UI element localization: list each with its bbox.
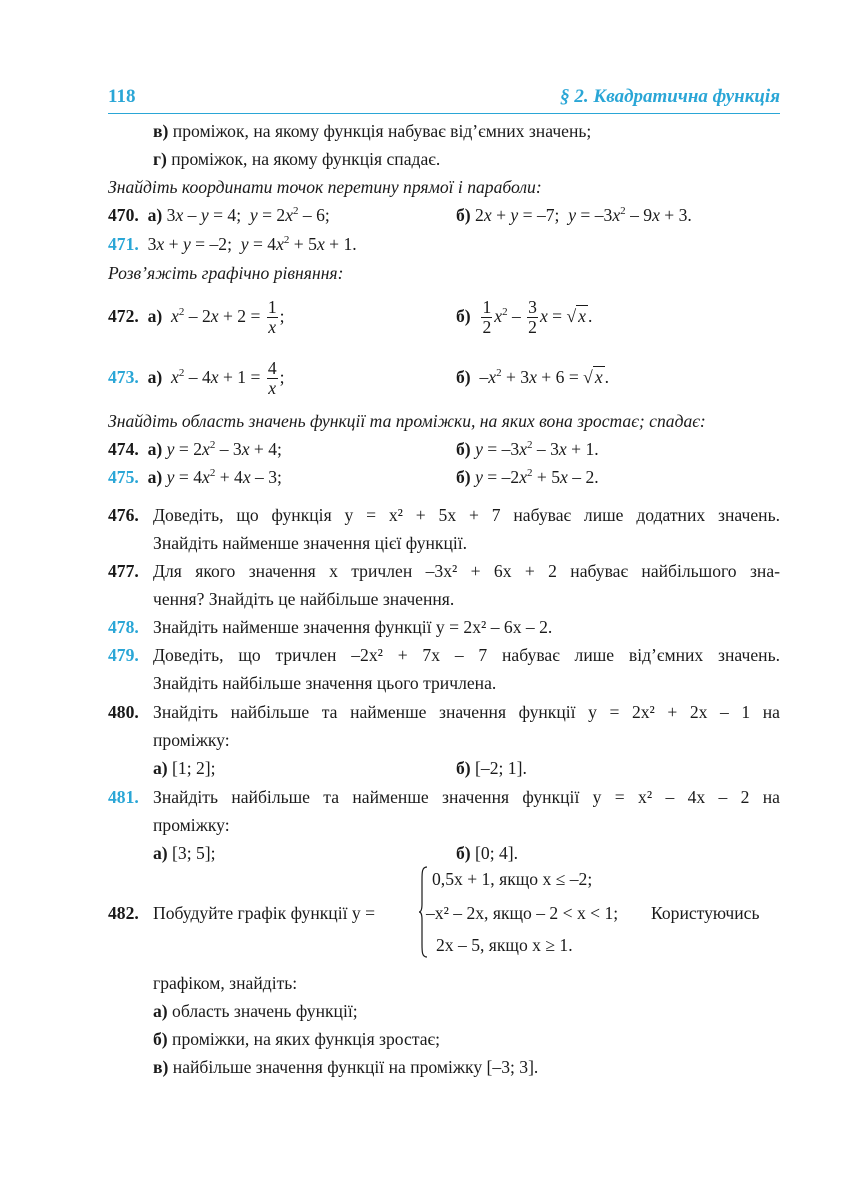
chapter-title: § 2. Квадратична функція [560, 86, 780, 107]
problem-478-line1: Знайдіть найменше значення функції y = 2x² – 6x – 2. [153, 617, 553, 637]
problem-470-b: б) 2x + y = –7; $y = -3x^2 - 9x + 3$. [456, 205, 692, 225]
problem-480-number: 480. [108, 702, 139, 722]
problem-476-number: 476. [108, 505, 139, 525]
item-g: г) проміжок, на якому функція спадає. [153, 149, 441, 169]
section-intro-graphical: Розв’яжіть графічно рівняння: [108, 263, 344, 283]
problem-479-number: 479. [108, 645, 139, 665]
piecewise-case-3: 2x – 5, якщо x ≥ 1. [436, 935, 573, 955]
problem-478-number: 478. [108, 617, 139, 637]
problem-481-line2: проміжку: [153, 815, 230, 835]
piecewise-case-2: –x² – 2x, якщо – 2 < x < 1; [426, 903, 619, 923]
problem-474-b: б) $y = -3x^2 - 3x + 1$. [456, 439, 599, 459]
problem-473: 473. а) $x^2 - 4x + 1$ = $\frac{4}{x}$ ; [108, 358, 285, 399]
piecewise-case-1: 0,5x + 1, якщо x ≤ –2; [432, 869, 593, 889]
problem-482-tail: Користуючись [651, 903, 760, 923]
problem-472-b: б) $\frac{1}{2}$ $x^2$ – $\frac{3}{2}$ x = √ x . [456, 297, 593, 338]
section-intro-intersection: Знайдіть координати точок перетину прямої і параболи: [108, 177, 542, 197]
problem-479-line1: Доведіть, що тричлен –2x² + 7x – 7 набуває лише від’ємних значень. [153, 645, 780, 665]
problem-477-number: 477. [108, 561, 139, 581]
problem-480-b: б) [–2; 1]. [456, 758, 527, 778]
problem-481-b: б) [0; 4]. [456, 843, 519, 863]
problem-482-a: а) область значень функції; [153, 1001, 358, 1021]
problem-480-a: а) [1; 2]; [153, 758, 216, 778]
problem-481-number: 481. [108, 787, 139, 807]
problem-480-line2: проміжку: [153, 730, 230, 750]
problem-472: 472. а) $x^2 - 2x + 2$ = $\frac{1}{x}$ ; [108, 297, 285, 338]
section-intro-range: Знайдіть область значень функції та проміжки, на яких вона зростає; спадає: [108, 411, 706, 431]
problem-477-line2: чення? Знайдіть це найбільше значення. [153, 589, 455, 609]
problem-476-line1: Доведіть, що функція y = x² + 5x + 7 набуває лише додатних значень. [153, 505, 780, 525]
problem-475: 475. а) $y = 4x^2 + 4x - 3$; [108, 467, 282, 487]
problem-482-lead: Побудуйте графік функції y = [153, 903, 376, 923]
problem-471: 471. 3x + y = –2; $y = 4x^2 + 5x + 1$. [108, 234, 357, 254]
problem-480-line1: Знайдіть найбільше та найменше значення функції y = 2x² + 2x – 1 на [153, 702, 780, 722]
problem-481-a: а) [3; 5]; [153, 843, 216, 863]
problem-476-line2: Знайдіть найменше значення цієї функції. [153, 533, 468, 553]
problem-470: 470. а) 3x – y = 4; $y = 2x^2 - 6$; [108, 205, 330, 225]
page-header [108, 86, 780, 114]
problem-482-b: б) проміжки, на яких функція зростає; [153, 1029, 440, 1049]
item-v: в) проміжок, на якому функція набуває від’ємних значень; [153, 121, 592, 141]
problem-482-v: в) найбільше значення функції на проміжку [–3; 3]. [153, 1057, 539, 1077]
problem-475-b: б) $y = -2x^2 + 5x - 2$. [456, 467, 599, 487]
problem-482-line2: графіком, знайдіть: [153, 973, 298, 993]
problem-481-line1: Знайдіть найбільше та найменше значення функції y = x² – 4x – 2 на [153, 787, 780, 807]
problem-477-line1: Для якого значення x тричлен –3x² + 6x + 2 набуває найбільшого зна- [153, 561, 780, 581]
problem-473-b: б) $-x^2 + 3x + 6$ = √ x . [456, 367, 610, 387]
header-rule [108, 113, 780, 114]
problem-479-line2: Знайдіть найбільше значення цього тричлена. [153, 673, 497, 693]
problem-482-number: 482. [108, 903, 139, 923]
page-number: 118 [108, 86, 136, 107]
problem-474: 474. а) $y = 2x^2 - 3x + 4$; [108, 439, 282, 459]
